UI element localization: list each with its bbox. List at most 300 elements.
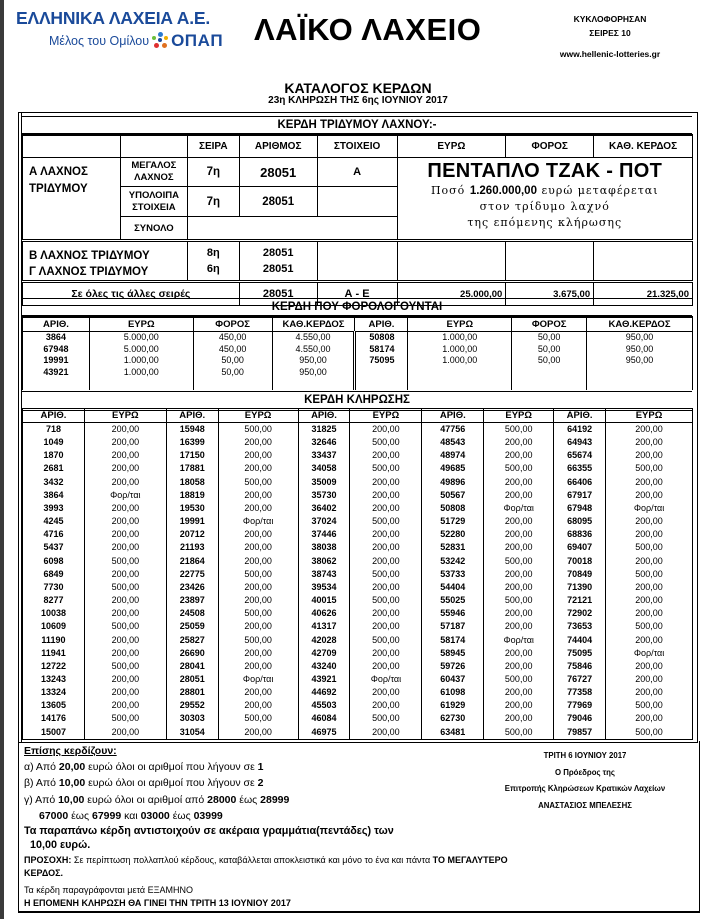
- ticket-number: 39534: [298, 581, 350, 594]
- prize-amount: 200,00: [84, 541, 166, 554]
- prize-amount: 200,00: [350, 699, 422, 712]
- prize-amount: 200,00: [606, 607, 693, 620]
- ticket-number: 31825: [298, 423, 350, 437]
- prize-amount: 200,00: [84, 686, 166, 699]
- a-triple-label: Α ΛΑΧΝΟΣ ΤΡΙΔΥΜΟΥ: [23, 158, 121, 241]
- draw-row: [23, 673, 693, 686]
- c-series: 6η: [206, 263, 220, 275]
- blank-header: [23, 135, 121, 158]
- ticket-number: 29552: [166, 699, 218, 712]
- brand-subtitle: [49, 31, 223, 51]
- prize-amount: 500,00: [84, 555, 166, 568]
- amount-cell: 1.000,00: [89, 355, 193, 367]
- draw-row: [23, 634, 693, 647]
- expiry-note: Τα κέρδη παραγράφονται μετά ΕΞΑΜΗΝΟ: [24, 885, 193, 896]
- prize-amount: 200,00: [484, 489, 554, 502]
- ticket-number: 28051: [166, 673, 218, 686]
- prize-amount: Φορ/ται: [484, 634, 554, 647]
- ticket-number: 64943: [554, 436, 606, 449]
- blank-header: [120, 135, 187, 158]
- prize-amount: 200,00: [84, 647, 166, 660]
- ticket-number: 37446: [298, 528, 350, 541]
- rest-elements-label: ΥΠΟΛΟΙΠΑ ΣΤΟΙΧΕΙΑ: [120, 187, 187, 217]
- amount-cell: 50,00: [512, 332, 587, 344]
- rule-text: έως: [172, 809, 191, 822]
- ticket-number: 61098: [422, 686, 484, 699]
- draw-col-header: ΕΥΡΩ: [484, 409, 554, 423]
- prize-amount: 500,00: [218, 607, 298, 620]
- ticket-number: 24508: [166, 607, 218, 620]
- ticket-number: 35009: [298, 476, 350, 489]
- ticket-number: 44692: [298, 686, 350, 699]
- prize-amount: 200,00: [484, 515, 554, 528]
- sign-role: Ο Πρόεδρος της: [555, 767, 615, 777]
- ticket-number: 31054: [166, 726, 218, 740]
- amount-cell: 1.000,00: [89, 367, 193, 379]
- window-edge: [0, 0, 4, 919]
- draw-row: [23, 436, 693, 449]
- ticket-number: 66406: [554, 476, 606, 489]
- prize-amount: 200,00: [606, 581, 693, 594]
- ticket-number: 25827: [166, 634, 218, 647]
- prize-amount: 200,00: [606, 634, 693, 647]
- ticket-number: 41317: [298, 620, 350, 633]
- bc-element: [317, 241, 397, 282]
- prize-amount: 200,00: [218, 686, 298, 699]
- prize-amount: Φορ/ται: [218, 515, 298, 528]
- prize-amount: 500,00: [218, 476, 298, 489]
- draw-row: [23, 462, 693, 475]
- other-series-number: 28051: [239, 282, 317, 306]
- website-link[interactable]: www.hellenic-lotteries.gr: [559, 49, 661, 59]
- amount-cell: 50,00: [193, 367, 272, 379]
- prize-amount: 200,00: [84, 726, 166, 740]
- ticket-number: 38743: [298, 568, 350, 581]
- jackpot-post: ευρώ μεταφέρεται: [541, 184, 659, 197]
- rest-element: [317, 187, 397, 217]
- amount-cell: 950,00: [587, 344, 693, 356]
- prize-amount: 500,00: [218, 634, 298, 647]
- correspond-line1: Τα παραπάνω κέρδη αντιστοιχούν σε ακέραια γραμμάτια(πεντάδες) των: [24, 825, 394, 838]
- prize-amount: 200,00: [218, 594, 298, 607]
- prize-amount: 200,00: [84, 476, 166, 489]
- jackpot-pre: Ποσό: [430, 184, 466, 197]
- prize-amount: 200,00: [350, 541, 422, 554]
- prize-amount: 500,00: [84, 581, 166, 594]
- col-header-series: ΣΕΙΡΑ: [187, 135, 239, 158]
- draw-row: [23, 581, 693, 594]
- big-prize-element: Α: [317, 158, 397, 187]
- jackpot-notice: [397, 158, 692, 241]
- ticket-number: 19991: [23, 355, 90, 367]
- ticket-number: 38038: [298, 541, 350, 554]
- prize-amount: 200,00: [218, 647, 298, 660]
- prize-amount: 500,00: [484, 555, 554, 568]
- rule-text: ευρώ όλοι οι αριθμοί που λήγουν σε: [88, 761, 255, 774]
- prize-amount: 200,00: [350, 476, 422, 489]
- tax-col-header: ΚΑΘ.ΚΕΡΔΟΣ: [272, 317, 355, 332]
- ticket-number: 21193: [166, 541, 218, 554]
- prize-amount: 200,00: [350, 449, 422, 462]
- brand-sub-text: Μέλος του Ομίλου: [49, 34, 150, 48]
- other-series-label: Σε όλες τις άλλες σειρές: [23, 282, 240, 306]
- ticket-number: 51729: [422, 515, 484, 528]
- draw-row: [23, 647, 693, 660]
- prize-amount: 500,00: [218, 568, 298, 581]
- ticket-number: 67917: [554, 489, 606, 502]
- prize-amount: 500,00: [484, 594, 554, 607]
- jackpot-line3: της επόμενης κλήρωσης: [467, 216, 623, 229]
- page-title: ΛΑΪΚΟ ΛΑΧΕΙΟ: [254, 12, 482, 47]
- prize-amount: 200,00: [484, 620, 554, 633]
- ticket-number: 40015: [298, 594, 350, 607]
- amount-cell: [408, 367, 512, 379]
- prize-amount: 500,00: [606, 726, 693, 740]
- ticket-number: 19530: [166, 502, 218, 515]
- rule-range: 28000: [207, 793, 237, 806]
- prize-amount: 200,00: [606, 673, 693, 686]
- tax-col-header: ΕΥΡΩ: [89, 317, 193, 332]
- ticket-number: 75846: [554, 660, 606, 673]
- draw-row: [23, 726, 693, 740]
- ticket-number: 25059: [166, 620, 218, 633]
- ticket-number: 43240: [298, 660, 350, 673]
- ticket-number: 67948: [23, 344, 90, 356]
- ticket-number: 42028: [298, 634, 350, 647]
- taxed-table: [22, 316, 693, 390]
- amount-cell: 950,00: [587, 355, 693, 367]
- sign-committee: Επιτροπής Κληρώσεων Κρατικών Λαχείων: [504, 784, 666, 793]
- prize-amount: 500,00: [84, 620, 166, 633]
- prize-amount: 500,00: [84, 712, 166, 725]
- jackpot-title: ΠΕΝΤΑΠΛΟ ΤΖΑΚ - ΠΟΤ: [427, 160, 663, 182]
- other-series-tax: 3.675,00: [506, 282, 594, 306]
- rule-text: ευρώ όλοι οι αριθμοί από: [87, 793, 205, 806]
- prize-amount: 200,00: [84, 436, 166, 449]
- prize-amount: 200,00: [484, 686, 554, 699]
- prize-amount: 200,00: [606, 686, 693, 699]
- ticket-number: 718: [23, 423, 85, 437]
- prize-amount: 200,00: [484, 541, 554, 554]
- prize-amount: 500,00: [350, 634, 422, 647]
- ticket-number: 15948: [166, 423, 218, 437]
- prize-amount: 500,00: [606, 568, 693, 581]
- ticket-number: 48974: [422, 449, 484, 462]
- rule-text: έως: [71, 809, 90, 822]
- amount-cell: 50,00: [512, 355, 587, 367]
- ticket-number: 79857: [554, 726, 606, 740]
- ticket-number: 74404: [554, 634, 606, 647]
- prize-amount: 200,00: [484, 699, 554, 712]
- draw-row: [23, 528, 693, 541]
- ticket-number: 6849: [23, 568, 85, 581]
- draw-col-header: ΑΡΙΘ.: [23, 409, 85, 423]
- bc-net: [594, 241, 693, 282]
- ticket-number: 34058: [298, 462, 350, 475]
- ticket-number: 50808: [355, 332, 408, 344]
- triple-section-title: ΚΕΡΔΗ ΤΡΙΔΥΜΟΥ ΛΑΧΝΟΥ:-: [22, 116, 692, 136]
- prize-amount: 500,00: [606, 541, 693, 554]
- total-label: ΣΥΝΟΛΟ: [120, 217, 187, 241]
- bc-numbers: [239, 241, 317, 282]
- amount-cell: 1.000,00: [408, 344, 512, 356]
- rule-amount: 10,00: [58, 793, 85, 806]
- rule-range: 67000: [39, 809, 69, 822]
- also-win-heading: Επίσης κερδίζουν:: [24, 745, 117, 757]
- ticket-number: 3432: [23, 476, 85, 489]
- prize-amount: 500,00: [606, 620, 693, 633]
- circulation-info: [540, 12, 680, 61]
- series-count: ΣΕΙΡΕΣ 10: [589, 28, 631, 38]
- prize-amount: 200,00: [606, 423, 693, 437]
- ticket-number: 19991: [166, 515, 218, 528]
- amount-cell: 5.000,00: [89, 332, 193, 344]
- ticket-number: 79046: [554, 712, 606, 725]
- ticket-number: 32646: [298, 436, 350, 449]
- prize-amount: 200,00: [350, 528, 422, 541]
- prize-amount: 200,00: [350, 607, 422, 620]
- bc-euro: [397, 241, 506, 282]
- rule-text: έως: [239, 793, 258, 806]
- prize-amount: 500,00: [484, 462, 554, 475]
- prize-amount: 200,00: [484, 449, 554, 462]
- prize-amount: 200,00: [350, 726, 422, 740]
- ticket-number: 4245: [23, 515, 85, 528]
- prize-amount: Φορ/ται: [606, 502, 693, 515]
- prize-amount: 200,00: [484, 581, 554, 594]
- ticket-number: 23426: [166, 581, 218, 594]
- amount-cell: 950,00: [272, 367, 355, 379]
- ticket-number: 67948: [554, 502, 606, 515]
- ticket-number: 35730: [298, 489, 350, 502]
- ticket-number: 6098: [23, 555, 85, 568]
- ticket-number: 26690: [166, 647, 218, 660]
- ticket-number: 69407: [554, 541, 606, 554]
- amount-cell: 950,00: [272, 355, 355, 367]
- ticket-number: 52831: [422, 541, 484, 554]
- ticket-number: 58174: [422, 634, 484, 647]
- prize-amount: 200,00: [84, 699, 166, 712]
- ticket-number: 77969: [554, 699, 606, 712]
- brand-logo: [16, 8, 223, 51]
- prize-amount: 200,00: [218, 502, 298, 515]
- ticket-number: 4716: [23, 528, 85, 541]
- prize-amount: 200,00: [84, 462, 166, 475]
- ticket-number: 58945: [422, 647, 484, 660]
- prize-amount: 500,00: [484, 673, 554, 686]
- prize-amount: 200,00: [350, 423, 422, 437]
- tax-col-header: ΕΥΡΩ: [408, 317, 512, 332]
- tax-col-header: ΑΡΙΘ.: [355, 317, 408, 332]
- opap-wordmark: ΟΠΑΠ: [171, 31, 224, 50]
- tax-col-header: ΑΡΙΘ.: [23, 317, 90, 332]
- b-number: 28051: [262, 247, 294, 259]
- rule-range: 03000: [140, 809, 170, 822]
- ticket-number: 17150: [166, 449, 218, 462]
- prize-amount: 500,00: [606, 699, 693, 712]
- rule-digit: 1: [257, 761, 264, 774]
- ticket-number: 68095: [554, 515, 606, 528]
- ticket-number: 22775: [166, 568, 218, 581]
- draw-row: [23, 607, 693, 620]
- prize-amount: 200,00: [84, 423, 166, 437]
- amount-cell: 4.550,00: [272, 344, 355, 356]
- ticket-number: 68836: [554, 528, 606, 541]
- attention-text: Σε περίπτωση πολλαπλού κέρδους, καταβάλλεται αποκλειστικά και μόνο το ένα και πάντα: [73, 855, 431, 866]
- ticket-number: 5437: [23, 541, 85, 554]
- prize-amount: 500,00: [218, 423, 298, 437]
- jackpot-amount: 1.260.000,00: [469, 185, 537, 197]
- brand-title: ΕΛΛΗΝΙΚΑ ΛΑΧΕΙΑ Α.Ε.: [16, 8, 211, 28]
- ticket-number: 13243: [23, 673, 85, 686]
- ticket-number: 58174: [355, 344, 408, 356]
- amount-cell: 50,00: [512, 344, 587, 356]
- prize-amount: 200,00: [84, 634, 166, 647]
- prize-amount: 200,00: [484, 568, 554, 581]
- next-draw-note: Η ΕΠΟΜΕΝΗ ΚΛΗΡΩΣΗ ΘΑ ΓΙΝΕΙ ΤΗΝ ΤΡΙΤΗ 13 ΙΟΥΝΙΟΥ 2017: [24, 897, 291, 908]
- ticket-number: 59726: [422, 660, 484, 673]
- c-triple-label: Γ ΛΑΧΝΟΣ ΤΡΙΔΥΜΟΥ: [29, 266, 149, 278]
- prize-amount: 200,00: [350, 555, 422, 568]
- prize-amount: 200,00: [218, 555, 298, 568]
- prize-amount: 500,00: [350, 594, 422, 607]
- ticket-number: 13324: [23, 686, 85, 699]
- prize-amount: 200,00: [350, 660, 422, 673]
- col-header-tax: ΦΟΡΟΣ: [506, 135, 594, 158]
- taxed-section-title: ΚΕΡΔΗ ΠΟΥ ΦΟΡΟΛΟΓΟΥΝΤΑΙ: [22, 298, 692, 318]
- attention-note: [24, 854, 544, 879]
- prize-amount: 200,00: [350, 686, 422, 699]
- prize-amount: 200,00: [218, 660, 298, 673]
- draw-row: [23, 620, 693, 633]
- draw-row: [23, 568, 693, 581]
- prize-amount: 200,00: [484, 647, 554, 660]
- ticket-number: 71390: [554, 581, 606, 594]
- ticket-number: 16399: [166, 436, 218, 449]
- attention-bold: ΤΟ ΜΕΓΑΛΥΤΕΡΟ ΚΕΡΔΟΣ.: [24, 855, 508, 878]
- draw-row: [23, 712, 693, 725]
- ticket-number: [355, 367, 408, 379]
- prize-amount: 200,00: [218, 581, 298, 594]
- prize-amount: 200,00: [606, 528, 693, 541]
- ticket-number: 47756: [422, 423, 484, 437]
- amount-cell: 5.000,00: [89, 344, 193, 356]
- bc-triple-labels: [23, 241, 188, 282]
- document-header: [0, 0, 710, 80]
- col-header-net: ΚΑΘ. ΚΕΡΔΟΣ: [594, 135, 693, 158]
- prize-amount: 500,00: [606, 462, 693, 475]
- draw-row: [23, 423, 693, 437]
- prize-amount: 500,00: [218, 712, 298, 725]
- amount-cell: 1.000,00: [408, 355, 512, 367]
- prize-amount: 500,00: [350, 436, 422, 449]
- prize-amount: 200,00: [218, 541, 298, 554]
- rule-text: γ) Από: [24, 793, 56, 806]
- draw-section-title: ΚΕΡΔΗ ΚΛΗΡΩΣΗΣ: [22, 391, 692, 411]
- ticket-number: 73653: [554, 620, 606, 633]
- draw-row: [23, 476, 693, 489]
- ticket-number: 53242: [422, 555, 484, 568]
- draw-row: [23, 594, 693, 607]
- prize-amount: 500,00: [84, 660, 166, 673]
- ticket-number: 38062: [298, 555, 350, 568]
- prize-amount: 200,00: [218, 436, 298, 449]
- draw-row: [23, 489, 693, 502]
- prize-amount: 200,00: [218, 620, 298, 633]
- ticket-number: 11190: [23, 634, 85, 647]
- draw-col-header: ΑΡΙΘ.: [554, 409, 606, 423]
- prize-amount: 500,00: [350, 712, 422, 725]
- ticket-number: 10609: [23, 620, 85, 633]
- draw-col-header: ΕΥΡΩ: [218, 409, 298, 423]
- rule-amount: 10,00: [58, 777, 86, 790]
- prize-amount: Φορ/ται: [484, 502, 554, 515]
- amount-cell: 1.000,00: [408, 332, 512, 344]
- prize-amount: 200,00: [84, 515, 166, 528]
- sign-date: ΤΡΙΤΗ 6 ΙΟΥΝΙΟΥ 2017: [543, 751, 627, 760]
- ticket-number: 55025: [422, 594, 484, 607]
- ticket-number: 49685: [422, 462, 484, 475]
- prize-amount: 200,00: [218, 699, 298, 712]
- prize-amount: 200,00: [606, 555, 693, 568]
- ticket-number: 3864: [23, 332, 90, 344]
- prize-amount: Φορ/ται: [350, 673, 422, 686]
- amount-cell: 950,00: [587, 332, 693, 344]
- jackpot-line2: στον τρίδυμο λαχνό: [479, 200, 610, 213]
- draw-row: [23, 660, 693, 673]
- col-header-number: ΑΡΙΘΜΟΣ: [239, 135, 317, 158]
- ticket-number: 43921: [298, 673, 350, 686]
- rule-text: ευρώ όλοι οι αριθμοί που λήγουν σε: [88, 777, 255, 790]
- rule-text: α) Από: [24, 761, 56, 774]
- list-title: ΚΑΤΑΛΟΓΟΣ ΚΕΡΔΩΝ: [284, 80, 432, 96]
- c-number: 28051: [262, 263, 294, 275]
- tax-row-pad: [23, 378, 693, 390]
- tax-col-header: ΚΑΘ.ΚΕΡΔΟΣ: [587, 317, 693, 332]
- draw-row: [23, 699, 693, 712]
- b-triple-label: Β ΛΑΧΝΟΣ ΤΡΙΔΥΜΟΥ: [29, 250, 150, 262]
- ticket-number: 57187: [422, 620, 484, 633]
- prize-amount: 200,00: [84, 568, 166, 581]
- prize-amount: 200,00: [218, 462, 298, 475]
- bc-tax: [506, 241, 594, 282]
- draw-row: [23, 515, 693, 528]
- draw-row: [23, 541, 693, 554]
- draw-row: [23, 502, 693, 515]
- draw-col-header: ΑΡΙΘ.: [166, 409, 218, 423]
- ticket-number: 18058: [166, 476, 218, 489]
- rule-text: και: [124, 809, 138, 822]
- col-header-euro: ΕΥΡΩ: [397, 135, 506, 158]
- prize-amount: 200,00: [218, 449, 298, 462]
- attention-label: ΠΡΟΣΟΧΗ:: [24, 855, 72, 866]
- ticket-number: 15007: [23, 726, 85, 740]
- ticket-number: 1870: [23, 449, 85, 462]
- ticket-number: 1049: [23, 436, 85, 449]
- ticket-number: 14176: [23, 712, 85, 725]
- prize-amount: 200,00: [84, 673, 166, 686]
- ticket-number: 45503: [298, 699, 350, 712]
- ticket-number: 75095: [554, 647, 606, 660]
- draw-col-header: ΑΡΙΘ.: [298, 409, 350, 423]
- tax-row: [23, 344, 693, 356]
- tax-col-header: ΦΟΡΟΣ: [512, 317, 587, 332]
- correspond-line2: 10,00 ευρώ.: [30, 839, 91, 852]
- ticket-number: 60437: [422, 673, 484, 686]
- ticket-number: 12722: [23, 660, 85, 673]
- bc-series: [187, 241, 239, 282]
- tax-row: [23, 332, 693, 344]
